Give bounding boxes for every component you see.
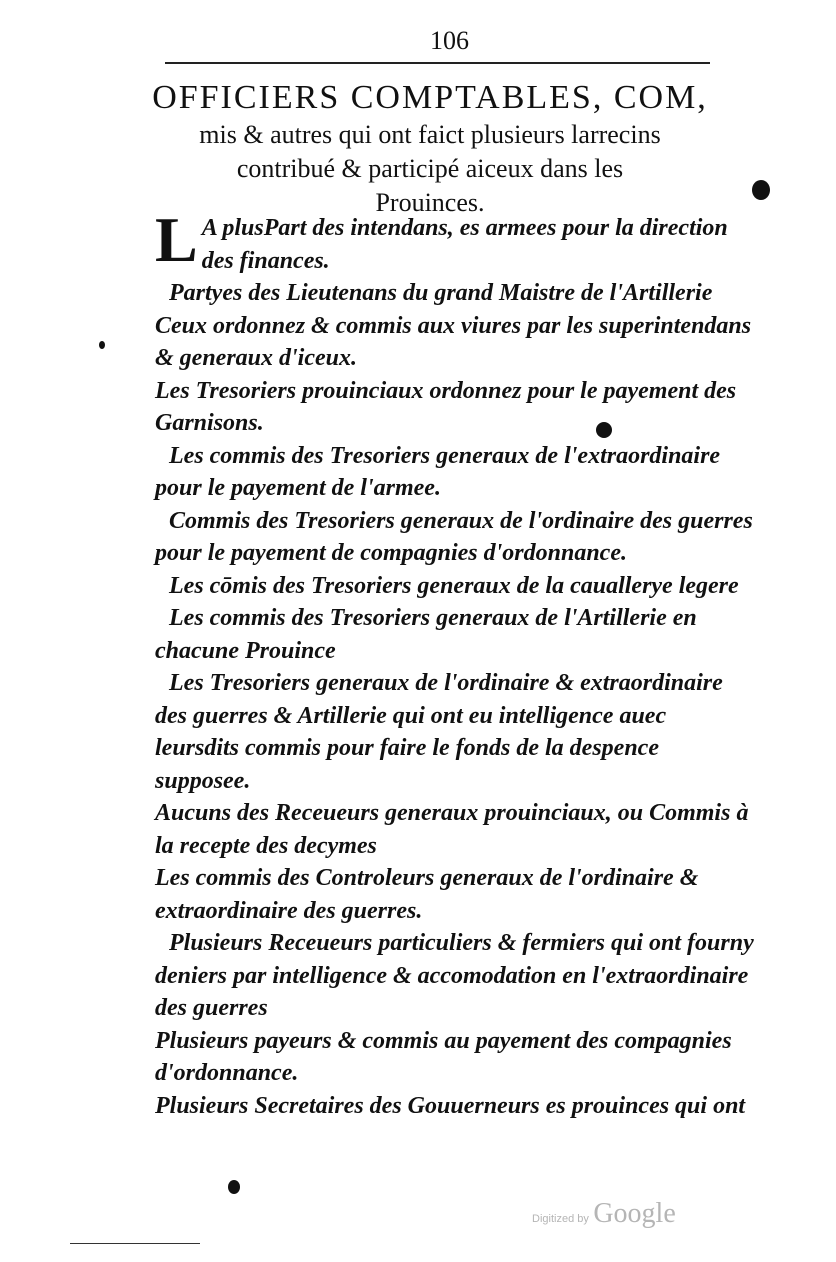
footer-rule [70, 1243, 200, 1244]
paragraph: Plusieurs Secretaires des Gouuerneurs es prouinces qui ont [155, 1092, 746, 1119]
paragraph: Partyes des Lieutenans du grand Maistre de l'Artillerie [169, 280, 713, 306]
section-heading [100, 78, 760, 220]
ink-speck-icon [99, 341, 105, 349]
ink-blot-icon [752, 180, 770, 200]
heading-line-2: mis & autres qui ont faict plusieurs larrecins [199, 120, 661, 149]
watermark-prefix: Digitized by [532, 1213, 589, 1225]
body-text [155, 204, 755, 1122]
paragraph: Plusieurs payeurs & commis au payement des compagnies d'ordonnance. [155, 1027, 732, 1086]
heading-line-3: contribué & participé aiceux dans les [236, 154, 624, 183]
paragraph: Commis des Tresoriers generaux de l'ordinaire des guerres pour le payement de compagnies d'ordonnance. [155, 507, 753, 566]
paragraph: Les Tresoriers generaux de l'ordinaire & extraordinaire des guerres & Artillerie qui ont eu intelligence auec leursdits commis pour faire le fonds de la despence supposee. [155, 670, 723, 794]
paragraph: Ceux ordonnez & commis aux viures par les superintendans & generaux d'iceux. [155, 312, 752, 371]
heading-line-1: OFFICIERS COMPTABLES, COM, [152, 79, 708, 116]
paragraph: Les Tresoriers prouinciaux ordonnez pour le payement des Garnisons. [155, 377, 737, 436]
paragraph: Plusieurs Receueurs particuliers & fermiers qui ont fourny deniers par intelligence & accomodation en l'extraordinaire des guerres [155, 930, 754, 1021]
heading-line-4: Prouinces. [375, 188, 485, 217]
paragraph: Les cōmis des Tresoriers generaux de la cauallerye legere [169, 572, 739, 599]
paragraph: Les commis des Controleurs generaux de l'ordinaire & extraordinaire des guerres. [155, 865, 699, 924]
paragraph: Les commis des Tresoriers generaux de l'Artillerie en chacune Prouince [155, 605, 697, 664]
paragraph: Les commis des Tresoriers generaux de l'extraordinaire pour le payement de l'armee. [155, 442, 721, 501]
paragraph: LA plusPart des intendans, es armees pour la direction des finances. [155, 204, 728, 275]
watermark-brand: Google [593, 1198, 676, 1229]
ink-blot-icon [596, 422, 612, 438]
ink-blot-icon [228, 1180, 240, 1194]
header-rule [165, 62, 710, 64]
page-number: 106 [430, 26, 469, 55]
paragraph: Aucuns des Receueurs generaux prouinciaux, ou Commis à la recepte des decymes [155, 800, 749, 859]
digitization-watermark [532, 1198, 676, 1230]
